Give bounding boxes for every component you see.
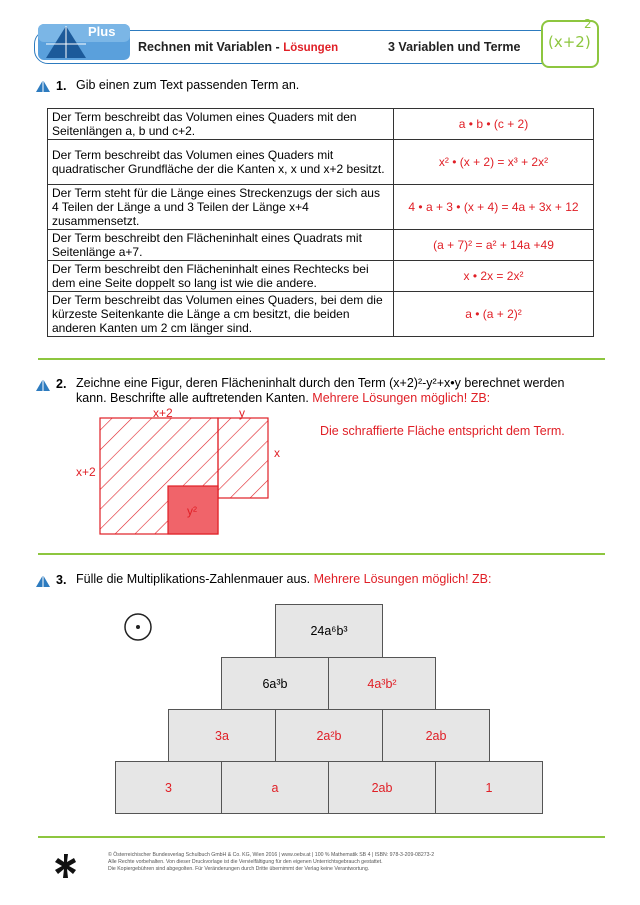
wall-brick: 1 [435, 761, 543, 814]
task-triangle-icon [36, 79, 50, 91]
task-triangle-icon [36, 378, 50, 390]
chapter-title: 3 Variablen und Terme [388, 40, 521, 54]
row-answer: (a + 7)² = a² + 14a +49 [394, 230, 594, 261]
wall-brick: 2ab [328, 761, 436, 814]
wall-brick: 2a²b [275, 709, 383, 762]
label-right: x [274, 446, 280, 460]
table-row [48, 140, 594, 185]
task2-instruction: Zeichne eine Figur, deren Flächeninhalt durch den Term (x+2)²-y²+x•y berechnet werden kann. Beschrifte alle auftretenden Kanten. Mehrere Lösungen möglich! ZB: [76, 376, 565, 405]
row-text: Der Term beschreibt den Flächeninhalt eines Quadrats mit Seitenlänge a+7. [48, 230, 394, 261]
hatched-figure [98, 412, 273, 542]
row-text: Der Term beschreibt den Flächeninhalt eines Rechtecks bei dem eine Seite doppelt so lang ist wie die andere. [48, 261, 394, 292]
row-answer: x • 2x = 2x² [394, 261, 594, 292]
wall-brick: 3a [168, 709, 276, 762]
task2-number: 2. [56, 377, 67, 391]
section-divider [38, 836, 605, 838]
row-text: Der Term steht für die Länge eines Streckenzugs der sich aus 4 Teilen der Länge a und 3 Teilen der Länge x+4 zusammensetzt. [48, 185, 394, 230]
label-top-left: x+2 [153, 406, 173, 420]
row-answer: x² • (x + 2) = x³ + 2x² [394, 140, 594, 185]
task3-instruction: Fülle die Multiplikations-Zahlenmauer aus. Mehrere Lösungen möglich! ZB: [76, 572, 492, 586]
section-divider [38, 358, 605, 360]
table-row [48, 292, 594, 337]
footer-text: © Österreichischer Bundesverlag Schulbuch GmbH & Co. KG, Wien 2016 | www.oebv.at | 100 % Mathematik SB 4 | ISBN: 978-3-209-08273-2 Alle Rechte vorbehalten. Von dieser Druckvorlage ist die Vervielfältigung für den eigenen Unterrichtsgebrauch gestattet. Die Kopiergebühren sind abgegolten. Für Veränderungen durch Dritte übernimmt der Verlag keine Verantwortung. [108, 852, 435, 872]
row-answer: 4 • a + 3 • (x + 4) = 4a + 3x + 12 [394, 185, 594, 230]
wall-brick: 4a³b² [328, 657, 436, 710]
task1-instruction: Gib einen zum Text passenden Term an. [76, 78, 300, 92]
wall-brick: a [221, 761, 329, 814]
page-title: Rechnen mit Variablen - Lösungen [138, 40, 339, 54]
task1-number: 1. [56, 79, 67, 93]
wall-brick-top: 24a⁶b³ [275, 604, 383, 658]
badge-label: (x+2) [548, 33, 591, 51]
table-row [48, 109, 594, 140]
label-inner-square: y² [187, 504, 197, 518]
row-answer: a • (a + 2)² [394, 292, 594, 337]
level-icon [123, 612, 153, 647]
table-row [48, 230, 594, 261]
row-text: Der Term beschreibt das Volumen eines Quaders mit quadratischer Grundfläche der die Kanten x, x und x+2 besitzt. [48, 140, 394, 185]
row-answer: a • b • (c + 2) [394, 109, 594, 140]
publisher-logo [52, 852, 80, 885]
table-row [48, 261, 594, 292]
wall-brick: 6a³b [221, 657, 329, 710]
figure-note: Die schraffierte Fläche entspricht dem Term. [320, 424, 565, 438]
table-row [48, 185, 594, 230]
wall-brick: 3 [115, 761, 222, 814]
label-left: x+2 [76, 465, 96, 479]
logo-text: Plus [88, 24, 116, 39]
label-top-right: y [239, 406, 245, 420]
term-table [47, 108, 594, 337]
task3-number: 3. [56, 573, 67, 587]
wall-brick: 2ab [382, 709, 490, 762]
badge-exponent: 2 [584, 17, 592, 31]
row-text: Der Term beschreibt das Volumen eines Quaders mit den Seitenlängen a, b und c+2. [48, 109, 394, 140]
plus-logo [38, 22, 130, 62]
task-triangle-icon [36, 574, 50, 586]
row-text: Der Term beschreibt das Volumen eines Quaders, bei dem die kürzeste Seitenkante die Länge a cm besitzt, die beiden anderen Kanten um 2 cm länger sind. [48, 292, 394, 337]
section-divider [38, 553, 605, 555]
